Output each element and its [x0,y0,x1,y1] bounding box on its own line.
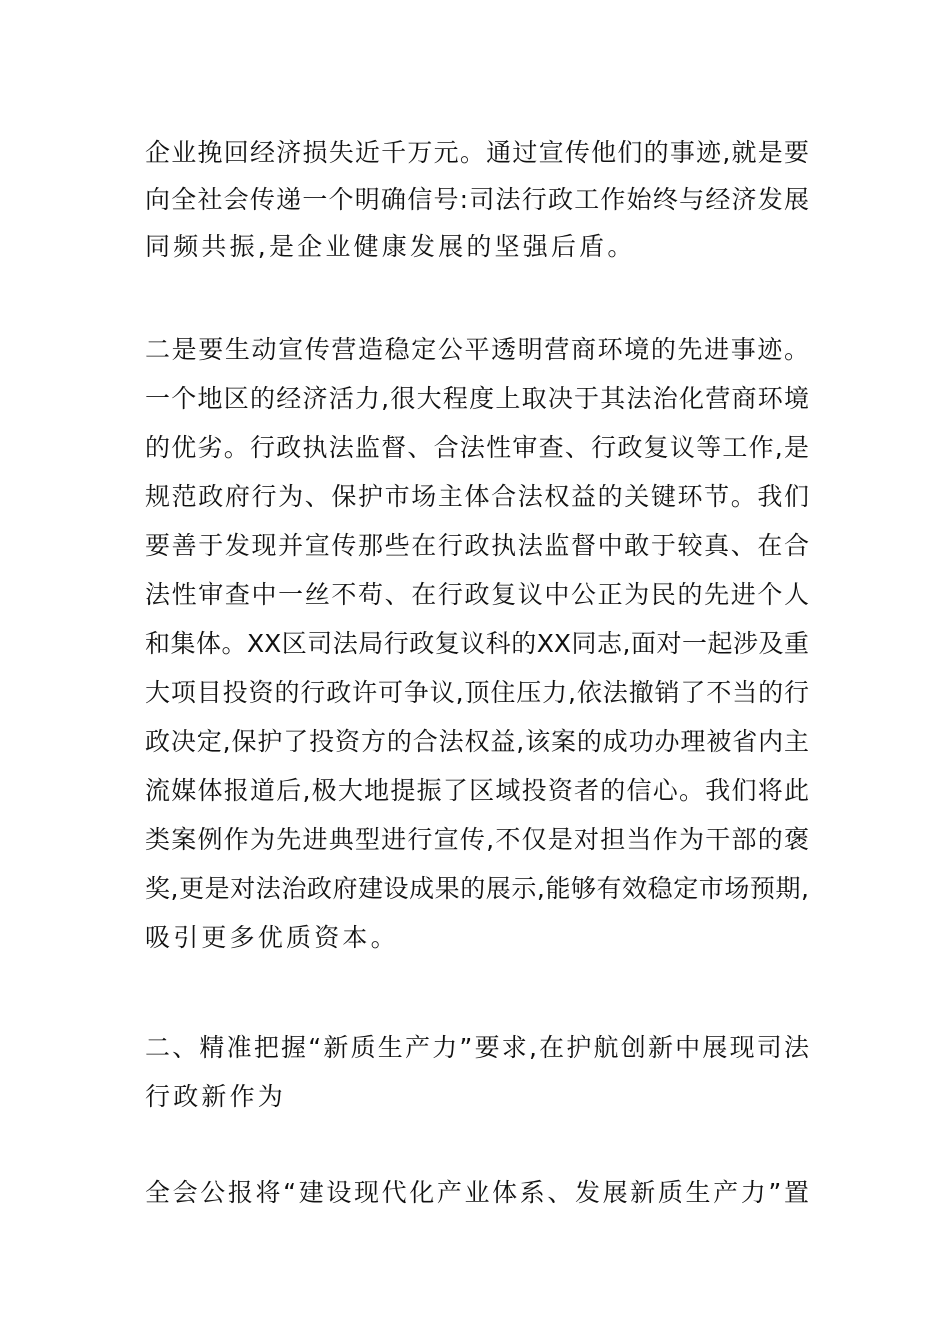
text-line: 法性审查中一丝不苟、在行政复议中公正为民的先进个人 [145,580,809,609]
text-line: 奖,更是对法治政府建设成果的展示,能够有效稳定市场预期, [145,874,809,903]
text-line: 二是要生动宣传营造稳定公平透明营商环境的先进事迹。 [145,335,809,364]
text-line: 规范政府行为、保护市场主体合法权益的关键环节。我们 [145,482,809,511]
text-line: 和集体。XX区司法局行政复议科的XX同志,面对一起涉及重 [145,629,809,658]
heading-line: 行政新作为 [145,1082,287,1111]
text-line: 一个地区的经济活力,很大程度上取决于其法治化营商环境 [145,384,809,413]
text-line: 全会公报将“建设现代化产业体系、发展新质生产力”置 [145,1178,809,1207]
text-line: 向全社会传递一个明确信号:司法行政工作始终与经济发展 [145,185,809,214]
text-line: 大项目投资的行政许可争议,顶住压力,依法撤销了不当的行 [145,678,809,707]
text-line: 企业挽回经济损失近千万元。通过宣传他们的事迹,就是要 [145,138,809,167]
text-line: 同频共振,是企业健康发展的坚强后盾。 [145,232,636,261]
text-line: 类案例作为先进典型进行宣传,不仅是对担当作为干部的褒 [145,825,809,854]
text-line: 的优劣。行政执法监督、合法性审查、行政复议等工作,是 [145,433,809,462]
text-line: 流媒体报道后,极大地提振了区域投资者的信心。我们将此 [145,776,809,805]
text-line: 要善于发现并宣传那些在行政执法监督中敢于较真、在合 [145,531,809,560]
text-line: 政决定,保护了投资方的合法权益,该案的成功办理被省内主 [145,727,809,756]
text-line: 吸引更多优质资本。 [145,923,399,952]
heading-line: 二、精准把握“新质生产力”要求,在护航创新中展现司法 [145,1033,809,1062]
